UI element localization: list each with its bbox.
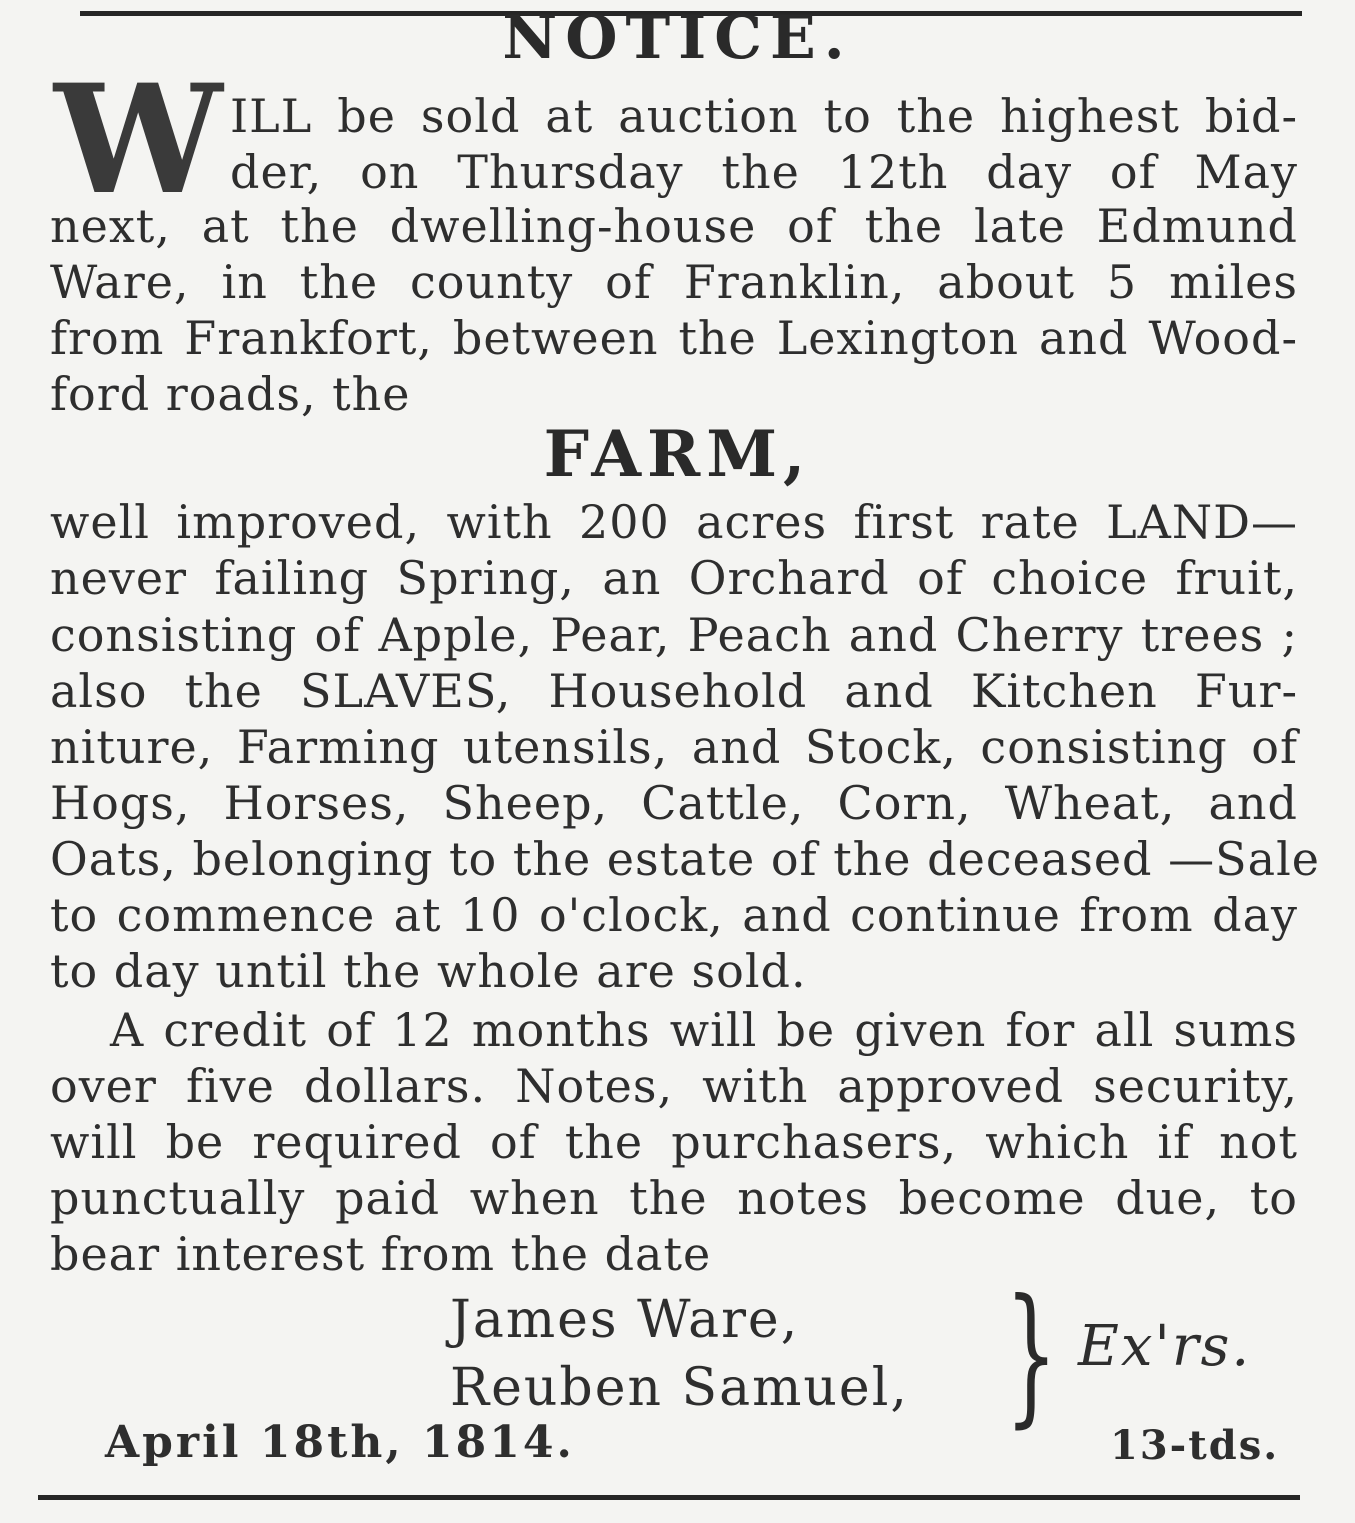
body-line-5: niture, Farming utensils, and Stock, consisting of bbox=[50, 720, 1298, 774]
terms-line-3: will be required of the purchasers, which if not bbox=[50, 1115, 1298, 1169]
body-line-8: to commence at 10 o'clock, and continue from day bbox=[50, 888, 1298, 942]
executors-label: Ex'rs. bbox=[1078, 1314, 1252, 1379]
body-line-3: consisting of Apple, Pear, Peach and Cherry trees ; bbox=[50, 608, 1298, 662]
body-line-6: Hogs, Horses, Sheep, Cattle, Corn, Wheat, and bbox=[50, 776, 1298, 830]
terms-line-2: over five dollars. Notes, with approved security, bbox=[50, 1059, 1298, 1113]
notice-date: April 18th, 1814. bbox=[105, 1417, 575, 1468]
terms-line-4: punctually paid when the notes become due, to bbox=[50, 1171, 1298, 1225]
signature-reuben-samuel: Reuben Samuel, bbox=[450, 1358, 909, 1418]
body-line-2: never failing Spring, an Orchard of choice fruit, bbox=[50, 551, 1298, 605]
terms-line-1: A credit of 12 months will be given for all sums bbox=[110, 1003, 1298, 1057]
body-line-7: Oats, belonging to the estate of the deceased —Sale bbox=[50, 832, 1320, 886]
bottom-rule bbox=[38, 1495, 1300, 1500]
farm-title: FARM, bbox=[543, 417, 812, 492]
insertion-code: 13-tds. bbox=[1110, 1422, 1280, 1469]
body-line-9: to day until the whole are sold. bbox=[50, 944, 807, 998]
intro-line-3: next, at the dwelling-house of the late Edmund bbox=[50, 199, 1298, 253]
terms-line-5: bear interest from the date bbox=[50, 1227, 712, 1281]
intro-line-2: der, on Thursday the 12th day of May bbox=[230, 145, 1298, 199]
intro-line-5: from Frankfort, between the Lexington and Wood- bbox=[50, 311, 1298, 365]
body-line-1: well improved, with 200 acres first rate LAND— bbox=[50, 495, 1298, 549]
notice-title: NOTICE. bbox=[502, 3, 853, 73]
signature-james-ware: James Ware, bbox=[450, 1290, 800, 1350]
body-line-4: also the SLAVES, Household and Kitchen Fur- bbox=[50, 664, 1298, 718]
intro-line-6: ford roads, the bbox=[50, 367, 411, 421]
drop-cap: W bbox=[54, 52, 223, 228]
brace-glyph: } bbox=[1005, 1268, 1058, 1442]
intro-line-1: ILL be sold at auction to the highest bid- bbox=[230, 89, 1298, 143]
intro-line-4: Ware, in the county of Franklin, about 5 miles bbox=[50, 255, 1298, 309]
